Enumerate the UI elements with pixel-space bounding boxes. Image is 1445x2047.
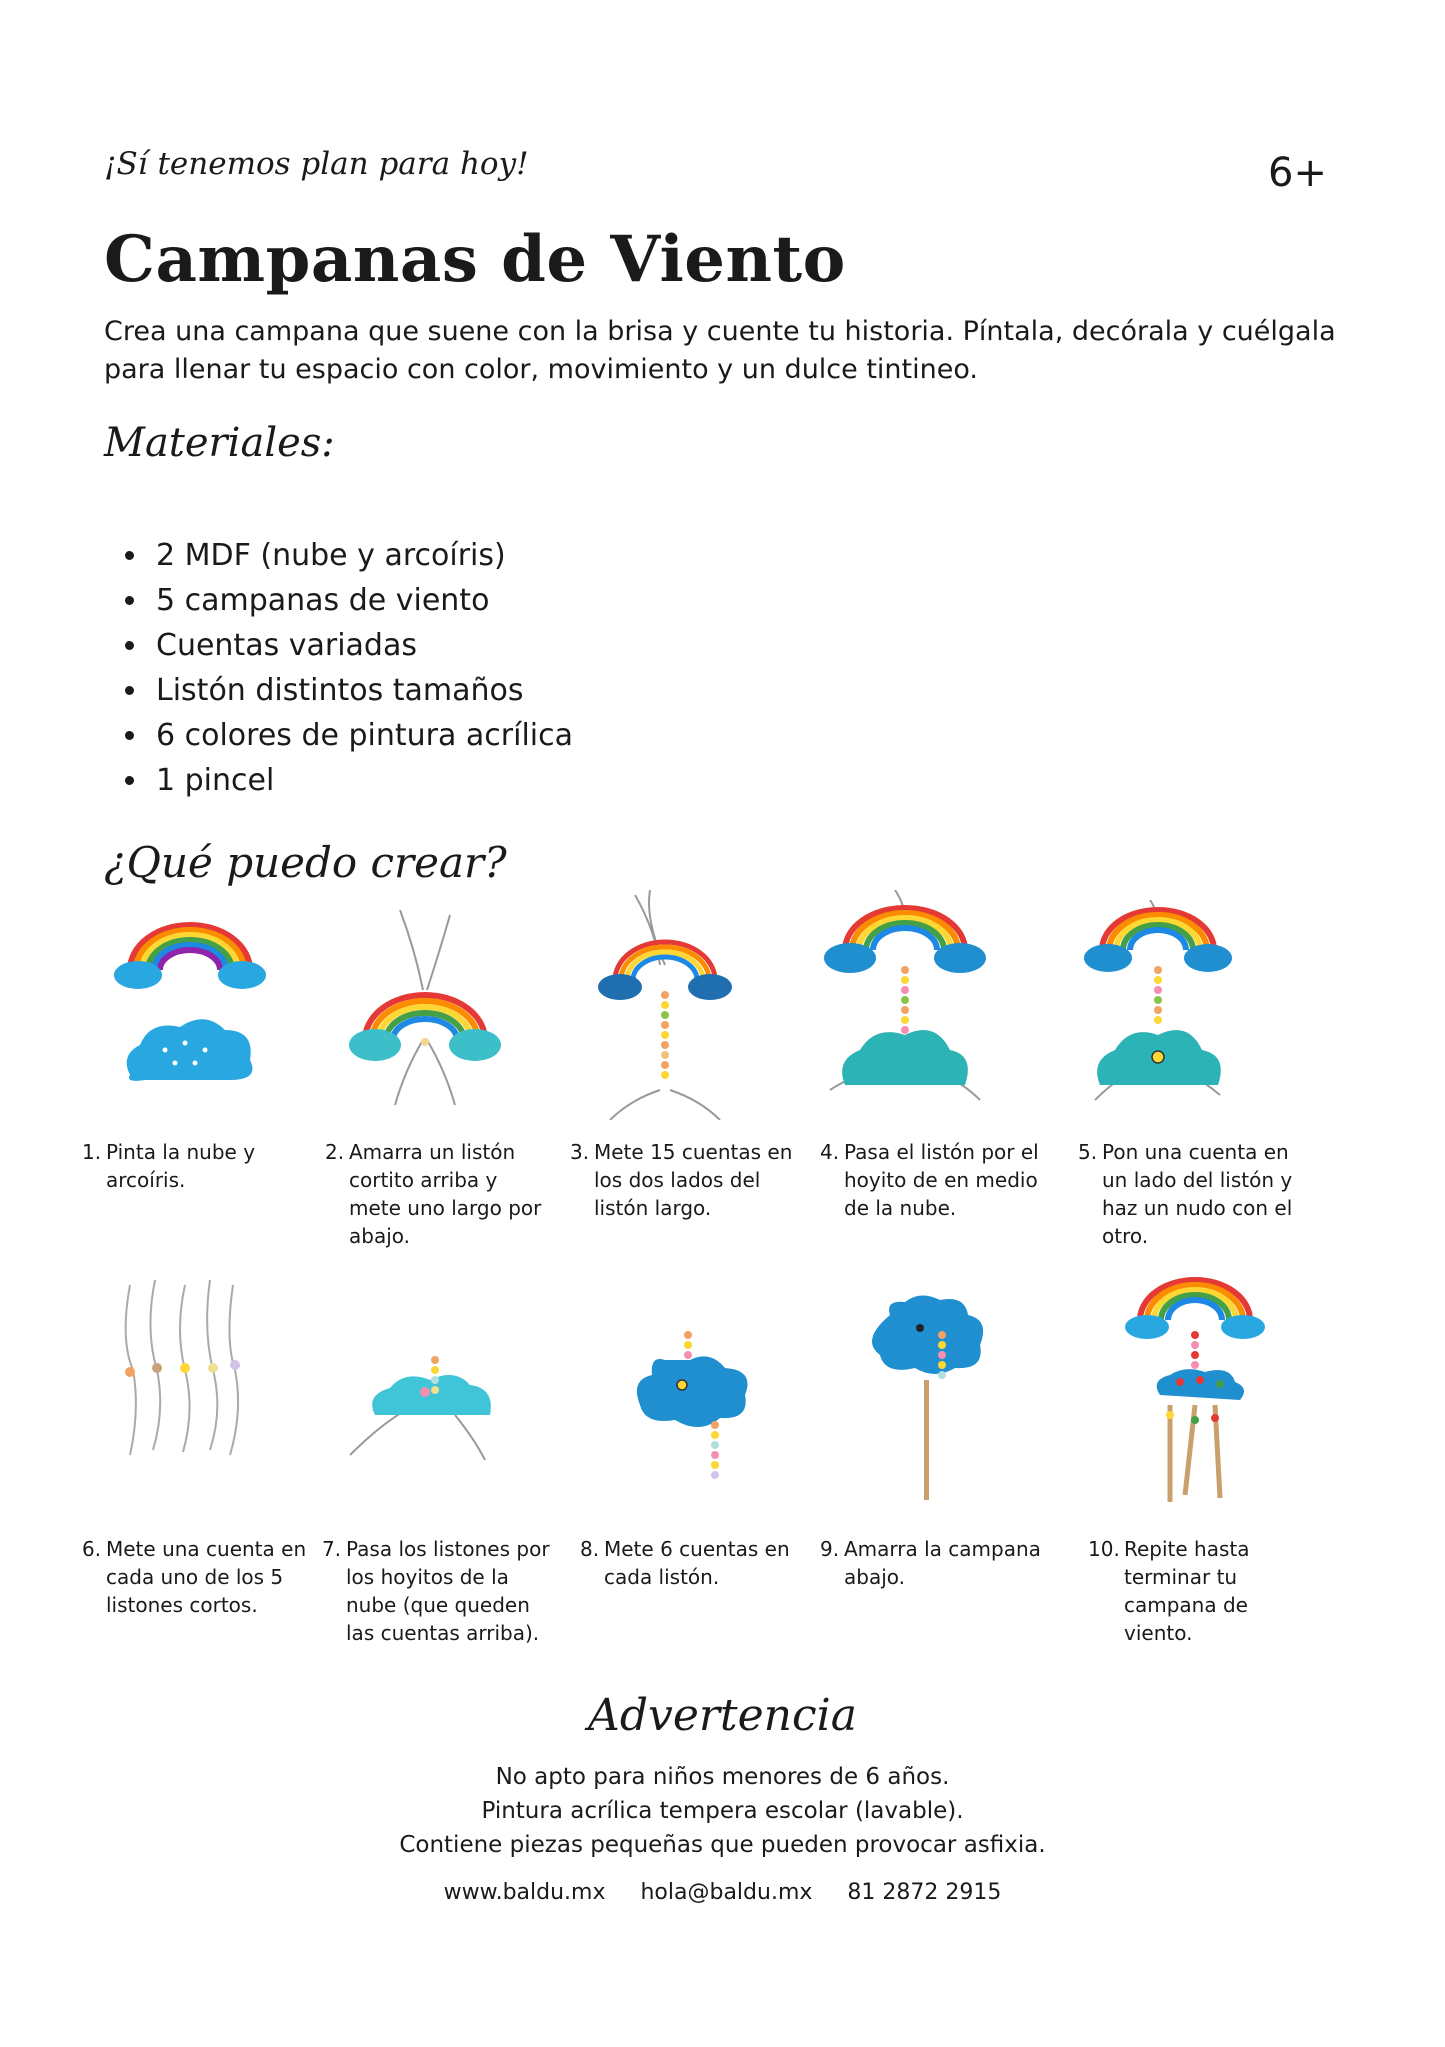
step-5 (1078, 1138, 1308, 1250)
tagline: ¡Sí tenemos plan para hoy! (104, 146, 529, 182)
step-9-image (860, 1290, 990, 1505)
step-number: 7. (322, 1537, 342, 1561)
step-text: Pasa el listón por el hoyito de en medio de la nube. (844, 1140, 1039, 1220)
step-text: Amarra la campana abajo. (844, 1537, 1041, 1589)
step-2-image (345, 910, 505, 1110)
step-1-image (110, 915, 270, 1095)
step-2 (325, 1138, 555, 1250)
step-number: 6. (82, 1537, 102, 1561)
step-10-image (1125, 1270, 1265, 1510)
contact-footer (0, 1880, 1445, 1905)
step-5-image (1080, 900, 1240, 1120)
step-8 (580, 1535, 810, 1591)
step-text: Mete 6 cuentas en cada listón. (604, 1537, 790, 1589)
step-number: 8. (580, 1537, 600, 1561)
material-item: • 1 pincel (150, 758, 573, 803)
materials-list (112, 533, 573, 803)
step-number: 10. (1088, 1537, 1120, 1561)
step-7-image (345, 1330, 495, 1460)
step-number: 4. (820, 1140, 840, 1164)
step-number: 9. (820, 1537, 840, 1561)
step-number: 1. (82, 1140, 102, 1164)
warning-heading: Advertencia (588, 1690, 857, 1741)
website-link[interactable]: www.baldu.mx (443, 1880, 606, 1905)
materials-heading: Materiales: (104, 420, 335, 466)
warning-text (0, 1760, 1445, 1862)
intro-text: Crea una campana que suene con la brisa y cuente tu historia. Píntala, decórala y cuélgala para llenar tu espacio con color, movimiento y un dulce tintineo. (104, 316, 1336, 385)
step-8-image (620, 1320, 760, 1500)
step-number: 2. (325, 1140, 345, 1164)
material-item: • 5 campanas de viento (150, 578, 573, 623)
step-number: 5. (1078, 1140, 1098, 1164)
phone-number: 81 2872 2915 (847, 1880, 1002, 1905)
step-7 (322, 1535, 552, 1647)
step-3-image (590, 890, 740, 1120)
step-1 (82, 1138, 312, 1194)
email-link[interactable]: hola@baldu.mx (640, 1880, 813, 1905)
step-text: Pinta la nube y arcoíris. (106, 1140, 256, 1192)
step-4-image (820, 890, 990, 1120)
step-text: Pasa los listones por los hoyitos de la nube (que queden las cuentas arriba). (346, 1537, 550, 1645)
step-text: Pon una cuenta en un lado del listón y haz un nudo con el otro. (1102, 1140, 1293, 1248)
step-4 (820, 1138, 1050, 1222)
create-heading: ¿Qué puedo crear? (104, 838, 507, 887)
step-9 (820, 1535, 1050, 1591)
step-6-image (115, 1280, 245, 1460)
step-number: 3. (570, 1140, 590, 1164)
warning-line: Contiene piezas pequeñas que pueden provocar asfixia. (399, 1832, 1046, 1858)
step-text: Mete una cuenta en cada uno de los 5 listones cortos. (106, 1537, 307, 1617)
step-text: Amarra un listón cortito arriba y mete uno largo por abajo. (349, 1140, 542, 1248)
step-text: Repite hasta terminar tu campana de viento. (1124, 1537, 1250, 1645)
material-item: • 6 colores de pintura acrílica (150, 713, 573, 758)
warning-line: No apto para niños menores de 6 años. (495, 1764, 950, 1790)
age-badge: 6+ (1268, 150, 1327, 196)
step-10 (1088, 1535, 1318, 1647)
step-3 (570, 1138, 800, 1222)
warning-line: Pintura acrílica tempera escolar (lavable). (481, 1798, 964, 1824)
step-6 (82, 1535, 312, 1619)
step-text: Mete 15 cuentas en los dos lados del listón largo. (594, 1140, 793, 1220)
page-title: Campanas de Viento (104, 222, 846, 297)
material-item: • Listón distintos tamaños (150, 668, 573, 713)
material-item: • Cuentas variadas (150, 623, 573, 668)
material-item: • 2 MDF (nube y arcoíris) (150, 533, 573, 578)
